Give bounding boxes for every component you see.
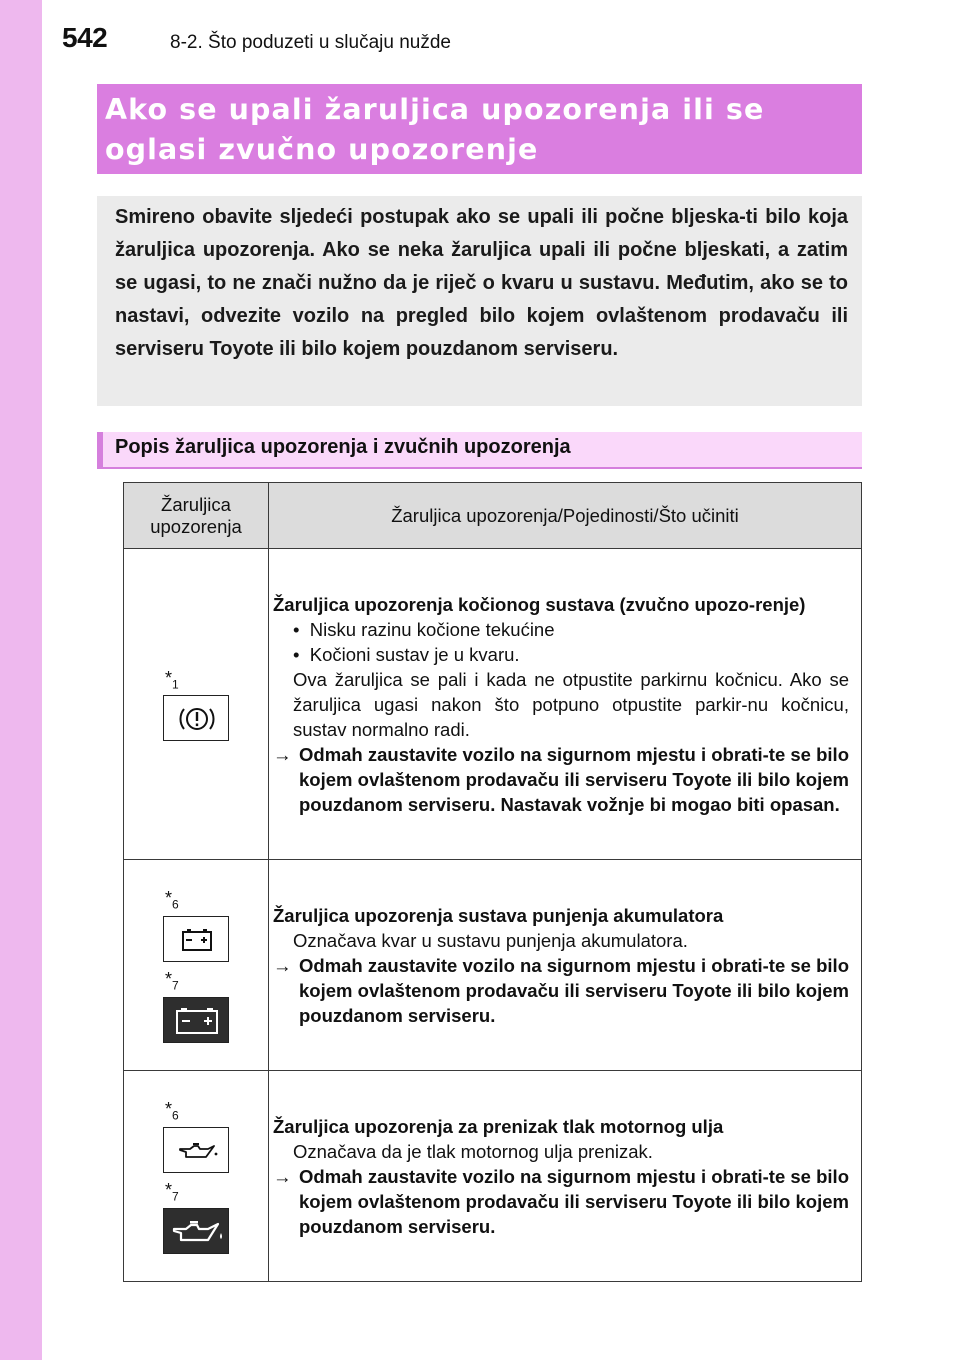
footnote-mark: $*_1$ [165,667,179,692]
chapter-title: 8-2. Što poduzeti u slučaju nužde [170,32,451,53]
brake-warning-icon [163,695,229,741]
light-title: Žaruljica upozorenja kočionog sustava (zvučno upozo-renje) [273,593,806,615]
table-row [124,1071,862,1282]
list-item: • Kočioni sustav je u kvaru. [293,643,520,665]
oil-can-icon [163,1127,229,1173]
light-title: Žaruljica upozorenja sustava punjenja akumulatora [273,904,724,926]
light-detail-text: Ova žaruljica se pali i kada ne otpustite parkirnu kočnicu. Ako se žaruljica ugasi nakon što potpuno otpustite parkir-nu kočnicu, sustav normalno radi. [293,668,849,740]
footnote-mark: $*_6$ [165,1099,179,1123]
oil-can-icon [163,1208,229,1254]
footnote-mark: $*_6$ [165,888,179,912]
description-cell [269,860,862,1071]
intro-paragraph: Smireno obavite sljedeći postupak ako se upali ili počne bljeska-ti bilo koja žaruljica upozorenja. Ako se neka žaruljica upali ili počne bljeskati, a zatim se ugasi, to ne znači nužno da je riječ o kvaru u sustavu. Međutim, ako se to nastavi, odvezite vozilo na pregled bilo kojem ovlaštenom prodavaču ili serviseru Toyote ili bilo kojem pouzdanom serviseru. [97,196,862,406]
icon-cell [124,860,269,1071]
icon-cell [124,1071,269,1282]
description-cell [269,549,862,860]
arrow-icon: → [273,954,292,976]
arrow-icon: → [273,743,292,765]
column-header-details: Žaruljica upozorenja/Pojedinosti/Što učiniti [269,483,862,549]
side-color-strip [0,0,42,1360]
icon-cell [124,549,269,860]
table-row [124,860,862,1071]
action-instruction: → Odmah zaustavite vozilo na sigurnom mjestu i obrati-te se bilo kojem ovlaštenom prodavaču ili serviseru Toyote ili bilo kojem pouzdanom serviseru. [273,1165,849,1237]
table-row [124,549,862,860]
page-title-line-2: oglasi zvučno upozorenje [105,133,539,166]
footnote-mark: $*_7$ [165,969,179,993]
page-title-line-1: Ako se upali žaruljica upozorenja ili se [105,93,765,126]
page-title-band [97,84,862,174]
light-detail-text: Označava da je tlak motornog ulja prenizak. [293,1140,653,1162]
battery-icon [163,916,229,962]
section-heading: Popis žaruljica upozorenja i zvučnih upozorenja [97,432,862,469]
light-title: Žaruljica upozorenja za prenizak tlak motornog ulja [273,1115,724,1137]
warning-lights-table [123,482,862,1282]
page-number: 542 [62,22,108,53]
arrow-icon: → [273,1165,292,1187]
table-header-row [124,483,862,549]
action-instruction: → Odmah zaustavite vozilo na sigurnom mjestu i obrati-te se bilo kojem ovlaštenom prodavaču ili serviseru Toyote ili bilo kojem pouzdanom serviseru. [273,954,849,1026]
column-header-light: Žaruljica upozorenja [124,483,269,549]
footnote-mark: $*_7$ [165,1180,179,1204]
battery-icon [163,997,229,1043]
description-cell [269,1071,862,1282]
light-detail-text: Označava kvar u sustavu punjenja akumulatora. [293,929,688,951]
action-instruction: → Odmah zaustavite vozilo na sigurnom mjestu i obrati-te se bilo kojem ovlaštenom prodavaču ili serviseru Toyote ili bilo kojem pouzdanom serviseru. Nastavak vožnje bi mogao biti opasan. [273,743,849,815]
list-item: • Nisku razinu kočione tekućine [293,618,555,640]
